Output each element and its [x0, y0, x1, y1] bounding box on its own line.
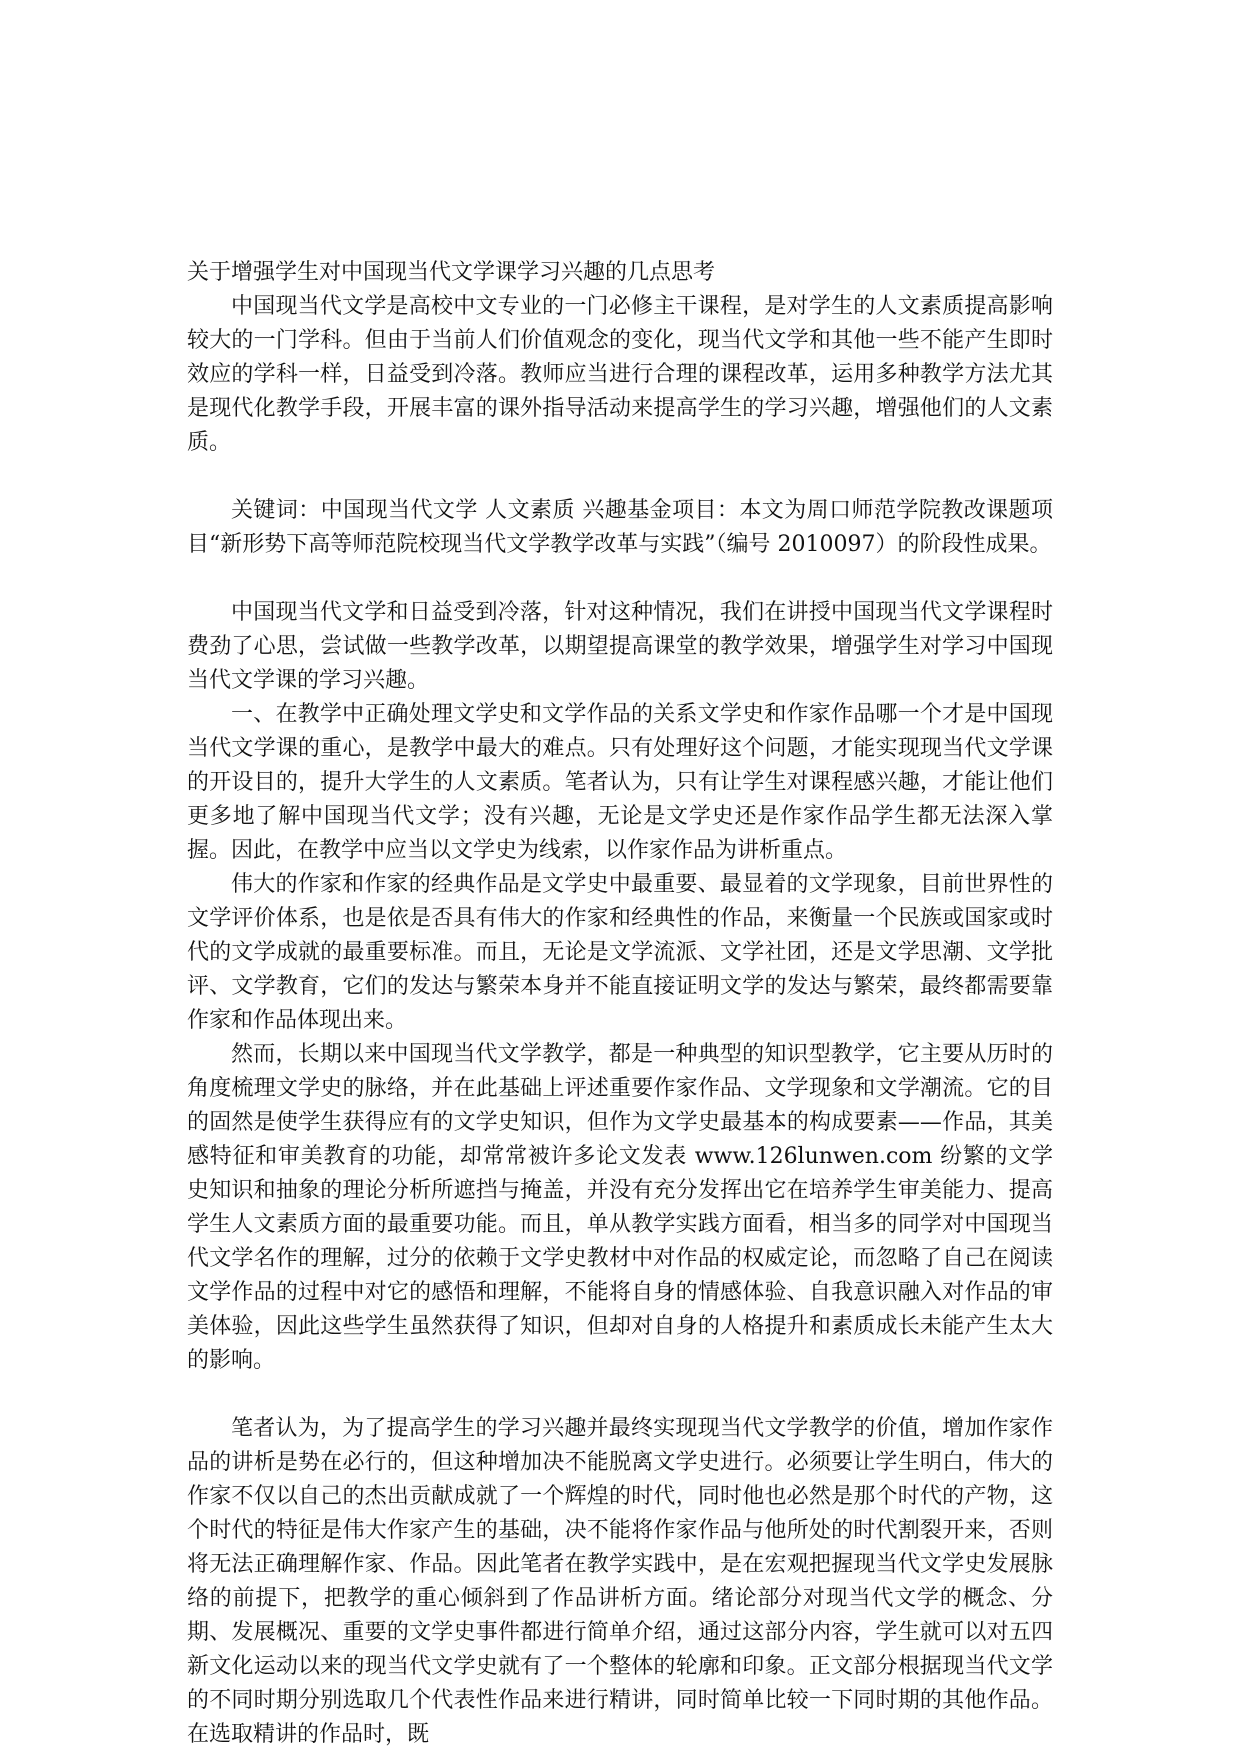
spacer [187, 1378, 1053, 1412]
spacer [187, 460, 1053, 494]
body-paragraph-author-view: 笔者认为，为了提高学生的学习兴趣并最终实现现当代文学教学的价值，增加作家作品的讲析是势在必行的，但这种增加决不能脱离文学史进行。必须要让学生明白，伟大的作家不仅以自己的杰出贡献成就了一个辉煌的时代，同时他也必然是那个时代的产物，这个时代的特征是伟大作家产生的基础，决不能将作家作品与他所处的时代割裂开来，否则将无法正确理解作家、作品。因此笔者在教学实践中，是在宏观把握现当代文学史发展脉络的前提下，把教学的重心倾斜到了作品讲析方面。绪论部分对现当代文学的概念、分期、发展概况、重要的文学史事件都进行简单介绍，通过这部分内容，学生就可以对五四新文化运动以来的现当代文学史就有了一个整体的轮廓和印象。正文部分根据现当代文学的不同时期分别选取几个代表性作品来进行精讲，同时简单比较一下同时期的其他作品。在选取精讲的作品时，既 [187, 1416, 1053, 1747]
body-paragraph-great-writers: 伟大的作家和作家的经典作品是文学史中最重要、最显着的文学现象，目前世界性的文学评价体系，也是依是否具有伟大的作家和经典性的作品，来衡量一个民族或国家或时代的文学成就的最重要标准。而且，无论是文学流派、文学社团，还是文学思潮、文学批评、文学教育，它们的发达与繁荣本身并不能直接证明文学的发达与繁荣，最终都需要靠作家和作品体现出来。 [187, 872, 1053, 1033]
body-paragraph-intro: 中国现当代文学和日益受到冷落，针对这种情况，我们在讲授中国现当代文学课程时费劲了心思，尝试做一些教学改革，以期望提高课堂的教学效果，增强学生对学习中国现当代文学课的学习兴趣。 [187, 600, 1053, 693]
document-title: 关于增强学生对中国现当代文学课学习兴趣的几点思考 [187, 260, 716, 285]
spacer [187, 562, 1053, 596]
keywords-paragraph: 关键词：中国现当代文学 人文素质 兴趣基金项目：本文为周口师范学院教改课题项目“新形势下高等师范院校现当代文学教学改革与实践”（编号 2010097）的阶段性成果。 [187, 498, 1053, 557]
body-paragraph-knowledge-teaching: 然而，长期以来中国现当代文学教学，都是一种典型的知识型教学，它主要从历时的角度梳理文学史的脉络，并在此基础上评述重要作家作品、文学现象和文学潮流。它的目的固然是使学生获得应有的文学史知识，但作为文学史最基本的构成要素——作品，其美感特征和审美教育的功能，却常常被许多论文发表 www.126lunwen.com 纷繁的文学史知识和抽象的理论分析所遮挡与掩盖，并没有充分发挥出它在培养学生审美能力、提高学生人文素质方面的最重要功能。而且，单从教学实践方面看，相当多的同学对中国现当代文学名作的理解，过分的依赖于文学史教材中对作品的权威定论，而忽略了自己在阅读文学作品的过程中对它的感悟和理解，不能将自身的情感体验、自我意识融入对作品的审美体验，因此这些学生虽然获得了知识，但却对自身的人格提升和素质成长未能产生太大的影响。 [187, 1042, 1053, 1373]
body-paragraph-section-one: 一、在教学中正确处理文学史和文学作品的关系文学史和作家作品哪一个才是中国现当代文学课的重心，是教学中最大的难点。只有处理好这个问题，才能实现现当代文学课的开设目的，提升大学生的人文素质。笔者认为，只有让学生对课程感兴趣，才能让他们更多地了解中国现当代文学；没有兴趣，无论是文学史还是作家作品学生都无法深入掌握。因此，在教学中应当以文学史为线索，以作家作品为讲析重点。 [187, 702, 1053, 863]
abstract-paragraph: 中国现当代文学是高校中文专业的一门必修主干课程，是对学生的人文素质提高影响较大的一门学科。但由于当前人们价值观念的变化，现当代文学和其他一些不能产生即时效应的学科一样，日益受到冷落。教师应当进行合理的课程改革，运用多种教学方法尤其是现代化教学手段，开展丰富的课外指导活动来提高学生的学习兴趣，增强他们的人文素质。 [187, 294, 1053, 455]
document-page [187, 256, 1053, 1752]
